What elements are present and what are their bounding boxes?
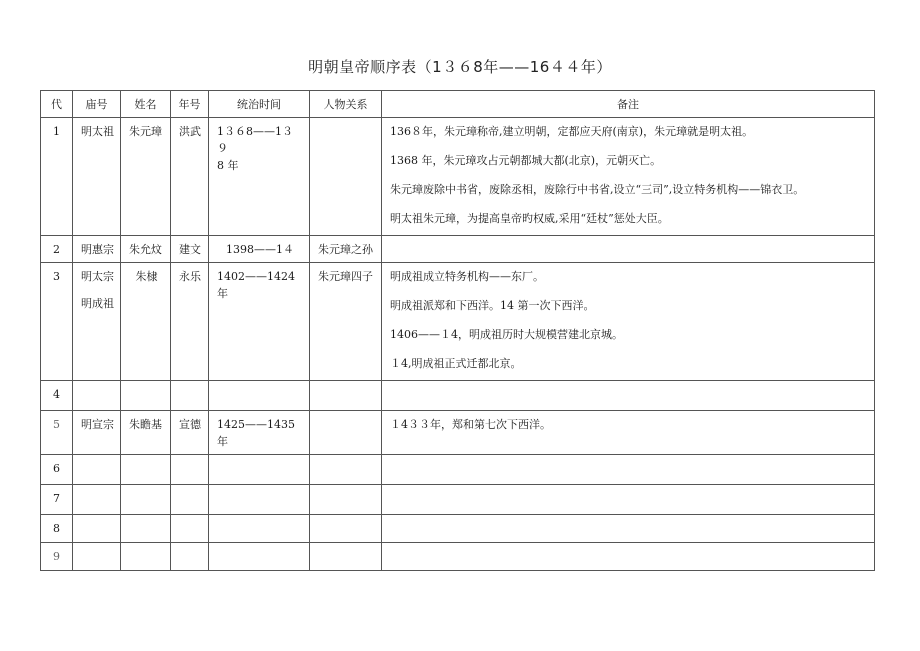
header-row bbox=[41, 91, 875, 118]
cell-dai: 8 bbox=[41, 515, 73, 543]
note-line: 明成祖成立特务机构——东厂。 bbox=[390, 270, 544, 283]
tongzhi-line: 8 年 bbox=[217, 159, 239, 172]
cell-miaohao bbox=[73, 455, 121, 485]
cell-tongzhi: 1398——1４ bbox=[209, 236, 310, 263]
cell-beizhu bbox=[382, 236, 875, 263]
cell-xingming bbox=[121, 455, 171, 485]
cell-nianhao bbox=[171, 515, 209, 543]
header-dai: 代 bbox=[41, 91, 73, 118]
cell-beizhu bbox=[382, 118, 875, 236]
cell-nianhao bbox=[171, 485, 209, 515]
cell-xingming bbox=[121, 543, 171, 571]
cell-miaohao bbox=[73, 381, 121, 411]
cell-nianhao: 洪武 bbox=[171, 118, 209, 236]
table-row bbox=[41, 485, 875, 515]
cell-tongzhi bbox=[209, 515, 310, 543]
table-row bbox=[41, 455, 875, 485]
cell-guanxi bbox=[310, 543, 382, 571]
cell-dai: 4 bbox=[41, 381, 73, 411]
cell-tongzhi: 1402——1424 年 bbox=[209, 263, 310, 381]
table-row bbox=[41, 236, 875, 263]
cell-dai: 1 bbox=[41, 118, 73, 236]
cell-nianhao: 永乐 bbox=[171, 263, 209, 381]
cell-xingming: 朱允炆 bbox=[121, 236, 171, 263]
cell-tongzhi bbox=[209, 118, 310, 236]
header-guanxi: 人物关系 bbox=[310, 91, 382, 118]
cell-xingming: 朱元璋 bbox=[121, 118, 171, 236]
cell-nianhao bbox=[171, 381, 209, 411]
cell-beizhu bbox=[382, 455, 875, 485]
table-row bbox=[41, 263, 875, 381]
cell-xingming bbox=[121, 381, 171, 411]
cell-guanxi bbox=[310, 455, 382, 485]
cell-beizhu bbox=[382, 543, 875, 571]
cell-nianhao bbox=[171, 455, 209, 485]
table-row bbox=[41, 543, 875, 571]
header-miaohao: 庙号 bbox=[73, 91, 121, 118]
cell-tongzhi bbox=[209, 455, 310, 485]
cell-miaohao: 明太祖 bbox=[73, 118, 121, 236]
header-beizhu: 备注 bbox=[382, 91, 875, 118]
note-line: １4,明成祖正式迁都北京。 bbox=[390, 357, 522, 370]
cell-beizhu bbox=[382, 411, 875, 455]
note-line: 明成祖派郑和下西洋。14 第一次下西洋。 bbox=[390, 299, 595, 312]
cell-xingming bbox=[121, 515, 171, 543]
cell-dai: 5 bbox=[41, 411, 73, 455]
cell-beizhu bbox=[382, 515, 875, 543]
cell-nianhao: 建文 bbox=[171, 236, 209, 263]
cell-dai: 7 bbox=[41, 485, 73, 515]
table-row bbox=[41, 411, 875, 455]
cell-miaohao bbox=[73, 515, 121, 543]
note-line: 1368 年，朱元璋攻占元朝都城大都(北京)，元朝灭亡。 bbox=[390, 154, 662, 167]
cell-dai: 3 bbox=[41, 263, 73, 381]
cell-tongzhi bbox=[209, 381, 310, 411]
cell-guanxi bbox=[310, 485, 382, 515]
cell-xingming: 朱瞻基 bbox=[121, 411, 171, 455]
cell-guanxi bbox=[310, 118, 382, 236]
cell-dai: 2 bbox=[41, 236, 73, 263]
note-line: １4３３年，郑和第七次下西洋。 bbox=[390, 418, 551, 431]
cell-miaohao bbox=[73, 263, 121, 381]
miaohao-line: 明太宗 bbox=[81, 270, 114, 283]
cell-guanxi bbox=[310, 381, 382, 411]
miaohao-line: 明成祖 bbox=[81, 297, 114, 310]
cell-miaohao: 明宣宗 bbox=[73, 411, 121, 455]
table-row bbox=[41, 381, 875, 411]
table-row bbox=[41, 515, 875, 543]
header-tongzhi: 统治时间 bbox=[209, 91, 310, 118]
tongzhi-line: 1３６8——1３９ bbox=[217, 125, 293, 155]
cell-guanxi bbox=[310, 515, 382, 543]
cell-nianhao bbox=[171, 543, 209, 571]
cell-nianhao: 宣德 bbox=[171, 411, 209, 455]
emperor-table bbox=[40, 90, 875, 571]
cell-tongzhi bbox=[209, 485, 310, 515]
cell-dai: 6 bbox=[41, 455, 73, 485]
cell-miaohao bbox=[73, 543, 121, 571]
note-line: 136８年，朱元璋称帝,建立明朝，定都应天府(南京)，朱元璋就是明太祖。 bbox=[390, 125, 754, 138]
cell-beizhu bbox=[382, 381, 875, 411]
cell-xingming: 朱棣 bbox=[121, 263, 171, 381]
header-xingming: 姓名 bbox=[121, 91, 171, 118]
cell-guanxi bbox=[310, 411, 382, 455]
page-title: 明朝皇帝顺序表（1３６8年——16４４年） bbox=[308, 58, 612, 76]
note-line: 1406——１4，明成祖历时大规模营建北京城。 bbox=[390, 328, 623, 341]
cell-tongzhi: 1425——1435 年 bbox=[209, 411, 310, 455]
cell-guanxi: 朱元璋之孙 bbox=[310, 236, 382, 263]
cell-miaohao: 明惠宗 bbox=[73, 236, 121, 263]
note-line: 朱元璋废除中书省，废除丞相，废除行中书省,设立“三司”,设立特务机构——锦衣卫。 bbox=[390, 183, 805, 196]
cell-guanxi: 朱元璋四子 bbox=[310, 263, 382, 381]
cell-miaohao bbox=[73, 485, 121, 515]
cell-beizhu bbox=[382, 263, 875, 381]
cell-dai: 9 bbox=[41, 543, 73, 571]
table-row bbox=[41, 118, 875, 236]
header-nianhao: 年号 bbox=[171, 91, 209, 118]
cell-tongzhi bbox=[209, 543, 310, 571]
cell-xingming bbox=[121, 485, 171, 515]
note-line: 明太祖朱元璋，为提高皇帝旳权威,采用“廷杖”惩处大臣。 bbox=[390, 212, 669, 225]
cell-beizhu bbox=[382, 485, 875, 515]
